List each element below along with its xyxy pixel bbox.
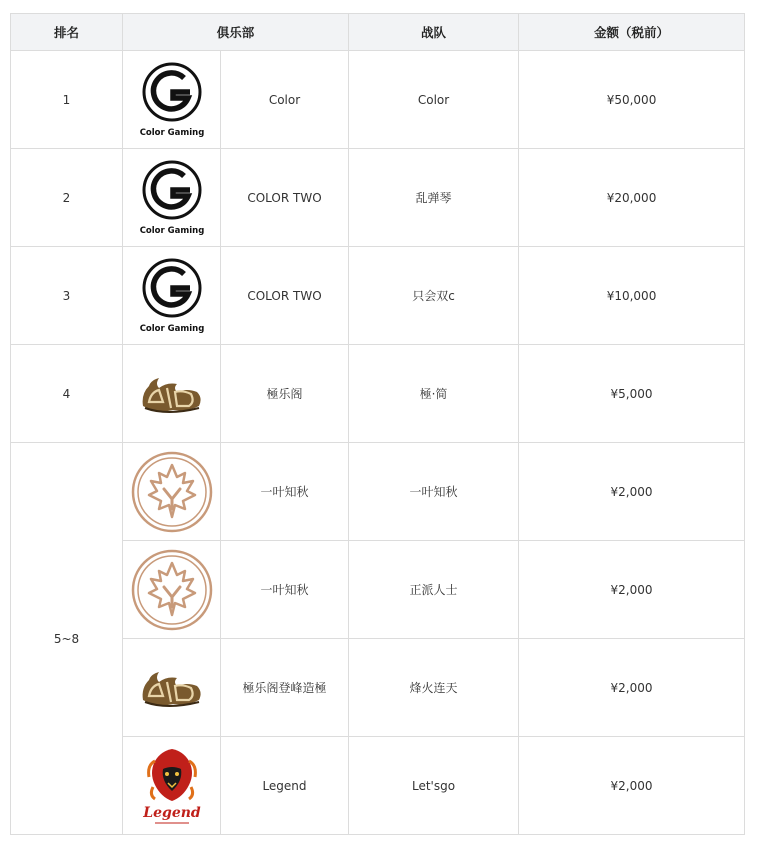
team-cell: 乱弹琴	[349, 149, 519, 247]
club-cell: 極乐阁	[221, 345, 349, 443]
logo-cell	[123, 51, 221, 149]
club-cell: COLOR TWO	[221, 149, 349, 247]
team-cell: 一叶知秋	[349, 443, 519, 541]
rank-cell: 5~8	[11, 443, 123, 835]
maple-leaf-logo-icon	[131, 549, 213, 631]
club-cell: COLOR TWO	[221, 247, 349, 345]
club-cell: 一叶知秋	[221, 443, 349, 541]
header-prize: 金额（税前）	[519, 14, 745, 51]
maple-leaf-logo-icon	[131, 451, 213, 533]
prize-cell: ¥2,000	[519, 737, 745, 835]
logo-cell	[123, 345, 221, 443]
club-cell: 一叶知秋	[221, 541, 349, 639]
color-gaming-logo-icon	[139, 60, 205, 140]
team-cell: Color	[349, 51, 519, 149]
team-cell: 只会双c	[349, 247, 519, 345]
prize-cell: ¥20,000	[519, 149, 745, 247]
header-team: 战队	[349, 14, 519, 51]
logo-cell	[123, 247, 221, 345]
logo-text: Color Gaming	[139, 127, 204, 138]
team-cell: 極·简	[349, 345, 519, 443]
prize-cell: ¥5,000	[519, 345, 745, 443]
prize-cell: ¥2,000	[519, 443, 745, 541]
logo-text: Legend	[142, 804, 201, 821]
rank-cell: 4	[11, 345, 123, 443]
logo-cell	[123, 149, 221, 247]
table-row	[11, 443, 745, 541]
club-cell: Legend	[221, 737, 349, 835]
logo-text: Color Gaming	[139, 225, 204, 236]
logo-text: Color Gaming	[139, 323, 204, 334]
team-cell: Let'sgo	[349, 737, 519, 835]
prize-cell: ¥2,000	[519, 541, 745, 639]
logo-cell	[123, 639, 221, 737]
rank-cell: 1	[11, 51, 123, 149]
prize-cell: ¥2,000	[519, 639, 745, 737]
header-rank: 排名	[11, 14, 123, 51]
color-gaming-logo-icon	[139, 256, 205, 336]
table-row	[11, 51, 745, 149]
rank-cell: 3	[11, 247, 123, 345]
color-gaming-logo-icon	[139, 158, 205, 238]
table-header-row	[11, 14, 745, 51]
prize-cell: ¥50,000	[519, 51, 745, 149]
header-club: 俱乐部	[123, 14, 349, 51]
club-cell: Color	[221, 51, 349, 149]
jilege-logo-icon	[137, 666, 207, 710]
prize-cell: ¥10,000	[519, 247, 745, 345]
legend-lion-logo-icon	[141, 743, 203, 829]
logo-cell	[123, 443, 221, 541]
logo-cell	[123, 541, 221, 639]
club-cell: 極乐阁登峰造極	[221, 639, 349, 737]
jilege-logo-icon	[137, 372, 207, 416]
table-row	[11, 345, 745, 443]
team-cell: 烽火连天	[349, 639, 519, 737]
prize-table	[10, 13, 745, 835]
team-cell: 正派人士	[349, 541, 519, 639]
table-row	[11, 247, 745, 345]
table-row	[11, 149, 745, 247]
logo-cell	[123, 737, 221, 835]
rank-cell: 2	[11, 149, 123, 247]
